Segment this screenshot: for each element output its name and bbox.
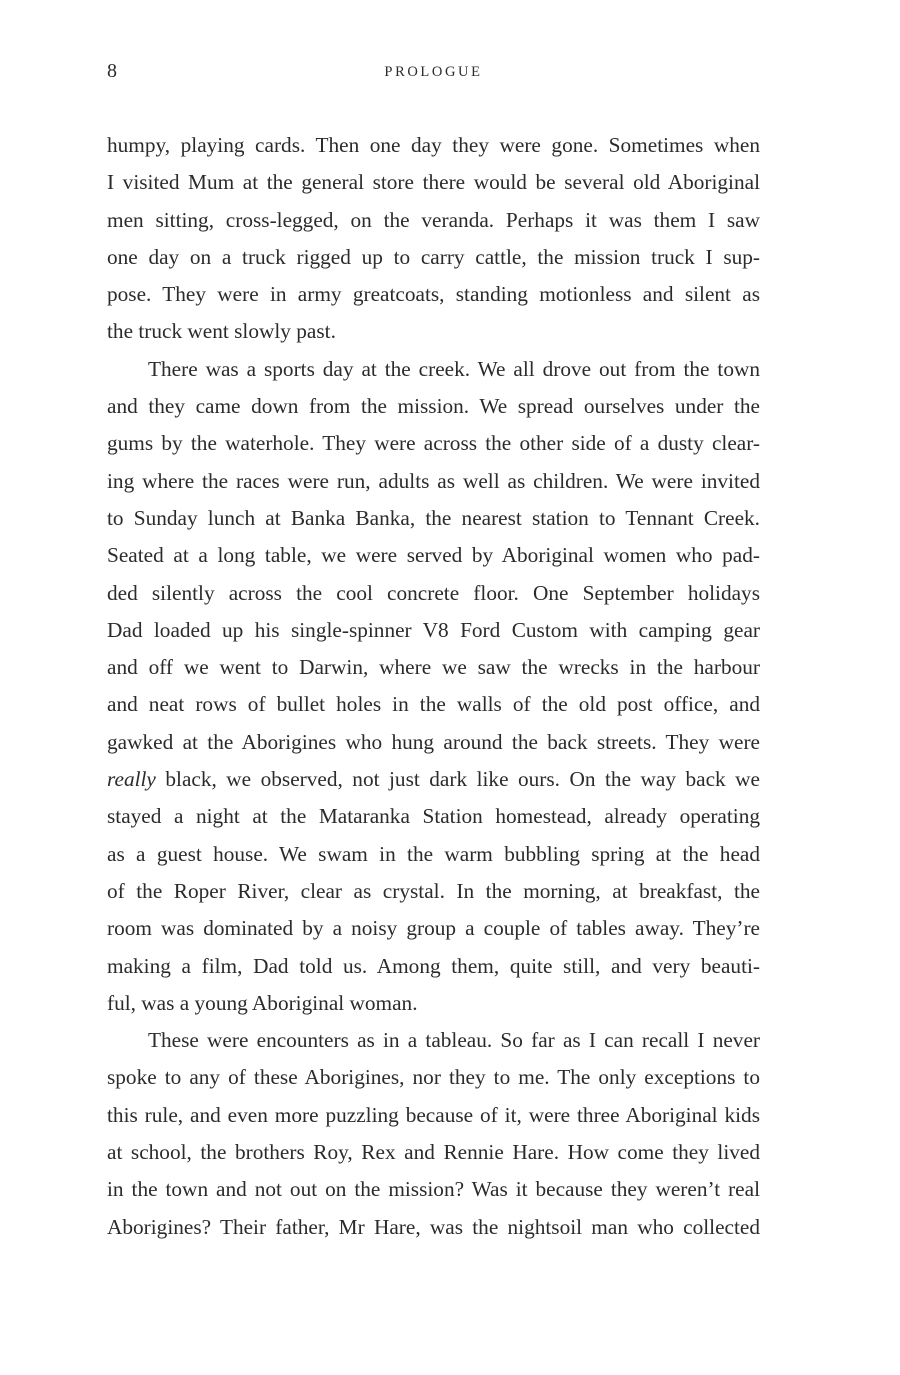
text-line: ing where the races were run, adults as well as children. We were invited <box>107 468 760 493</box>
page-number: 8 <box>107 60 117 82</box>
text-line: Seated at a long table, we were served by Aboriginal women who pad- <box>107 543 760 568</box>
text-line: as a guest house. We swam in the warm bubbling spring at the head <box>107 841 760 866</box>
paragraph-2 <box>107 351 760 1022</box>
text-line: Aborigines? Their father, Mr Hare, was the nightsoil man who collected <box>107 1214 760 1239</box>
running-title: PROLOGUE <box>384 64 483 80</box>
paragraph-1 <box>107 127 760 351</box>
text-line: humpy, playing cards. Then one day they were gone. Sometimes when <box>107 133 760 157</box>
running-header <box>107 58 760 84</box>
text-line: this rule, and even more puzzling because of it, were three Aboriginal kids <box>107 1102 760 1127</box>
text-line: Dad loaded up his single-spinner V8 Ford Custom with camping gear <box>107 617 760 642</box>
text-line: ful, was a young Aboriginal woman. <box>107 990 418 1015</box>
paragraph-3 <box>107 1022 760 1246</box>
text-line: making a film, Dad told us. Among them, quite still, and very beauti- <box>107 953 760 978</box>
text-line: at school, the brothers Roy, Rex and Rennie Hare. How come they lived <box>107 1140 760 1165</box>
text-line: I visited Mum at the general store there would be several old Aboriginal <box>107 170 760 195</box>
text-line: gawked at the Aborigines who hung around the back streets. They were <box>107 729 760 754</box>
text-line-with-italic: really black, we observed, not just dark like ours. On the way back we <box>107 767 760 792</box>
text-line: and off we went to Darwin, where we saw the wrecks in the harbour <box>107 655 760 680</box>
text-line: room was dominated by a noisy group a couple of tables away. They’re <box>107 916 760 941</box>
text-line: pose. They were in army greatcoats, standing motionless and silent as <box>107 282 760 307</box>
text-line: ded silently across the cool concrete floor. One September holidays <box>107 580 760 605</box>
text-line: gums by the waterhole. They were across the other side of a dusty clear- <box>107 431 760 456</box>
text-line: and they came down from the mission. We spread ourselves under the <box>107 394 760 419</box>
text-line: one day on a truck rigged up to carry cattle, the mission truck I sup- <box>107 244 760 269</box>
body-text <box>107 127 760 1246</box>
italic-emphasis: really <box>107 767 156 792</box>
text-line: the truck went slowly past. <box>107 319 336 344</box>
text-line: in the town and not out on the mission? Was it because they weren’t real <box>107 1177 760 1202</box>
text-line: and neat rows of bullet holes in the walls of the old post office, and <box>107 692 760 717</box>
text-line: to Sunday lunch at Banka Banka, the nearest station to Tennant Creek. <box>107 505 760 530</box>
text-line: of the Roper River, clear as crystal. In the morning, at breakfast, the <box>107 878 760 903</box>
text-line: men sitting, cross-legged, on the veranda. Perhaps it was them I saw <box>107 207 760 232</box>
text-line: There was a sports day at the creek. We all drove out from the town <box>148 356 760 381</box>
text-line: spoke to any of these Aborigines, nor they to me. The only exceptions to <box>107 1065 760 1090</box>
text-line: stayed a night at the Mataranka Station homestead, already operating <box>107 804 760 829</box>
text-line: These were encounters as in a tableau. So far as I can recall I never <box>148 1028 760 1053</box>
